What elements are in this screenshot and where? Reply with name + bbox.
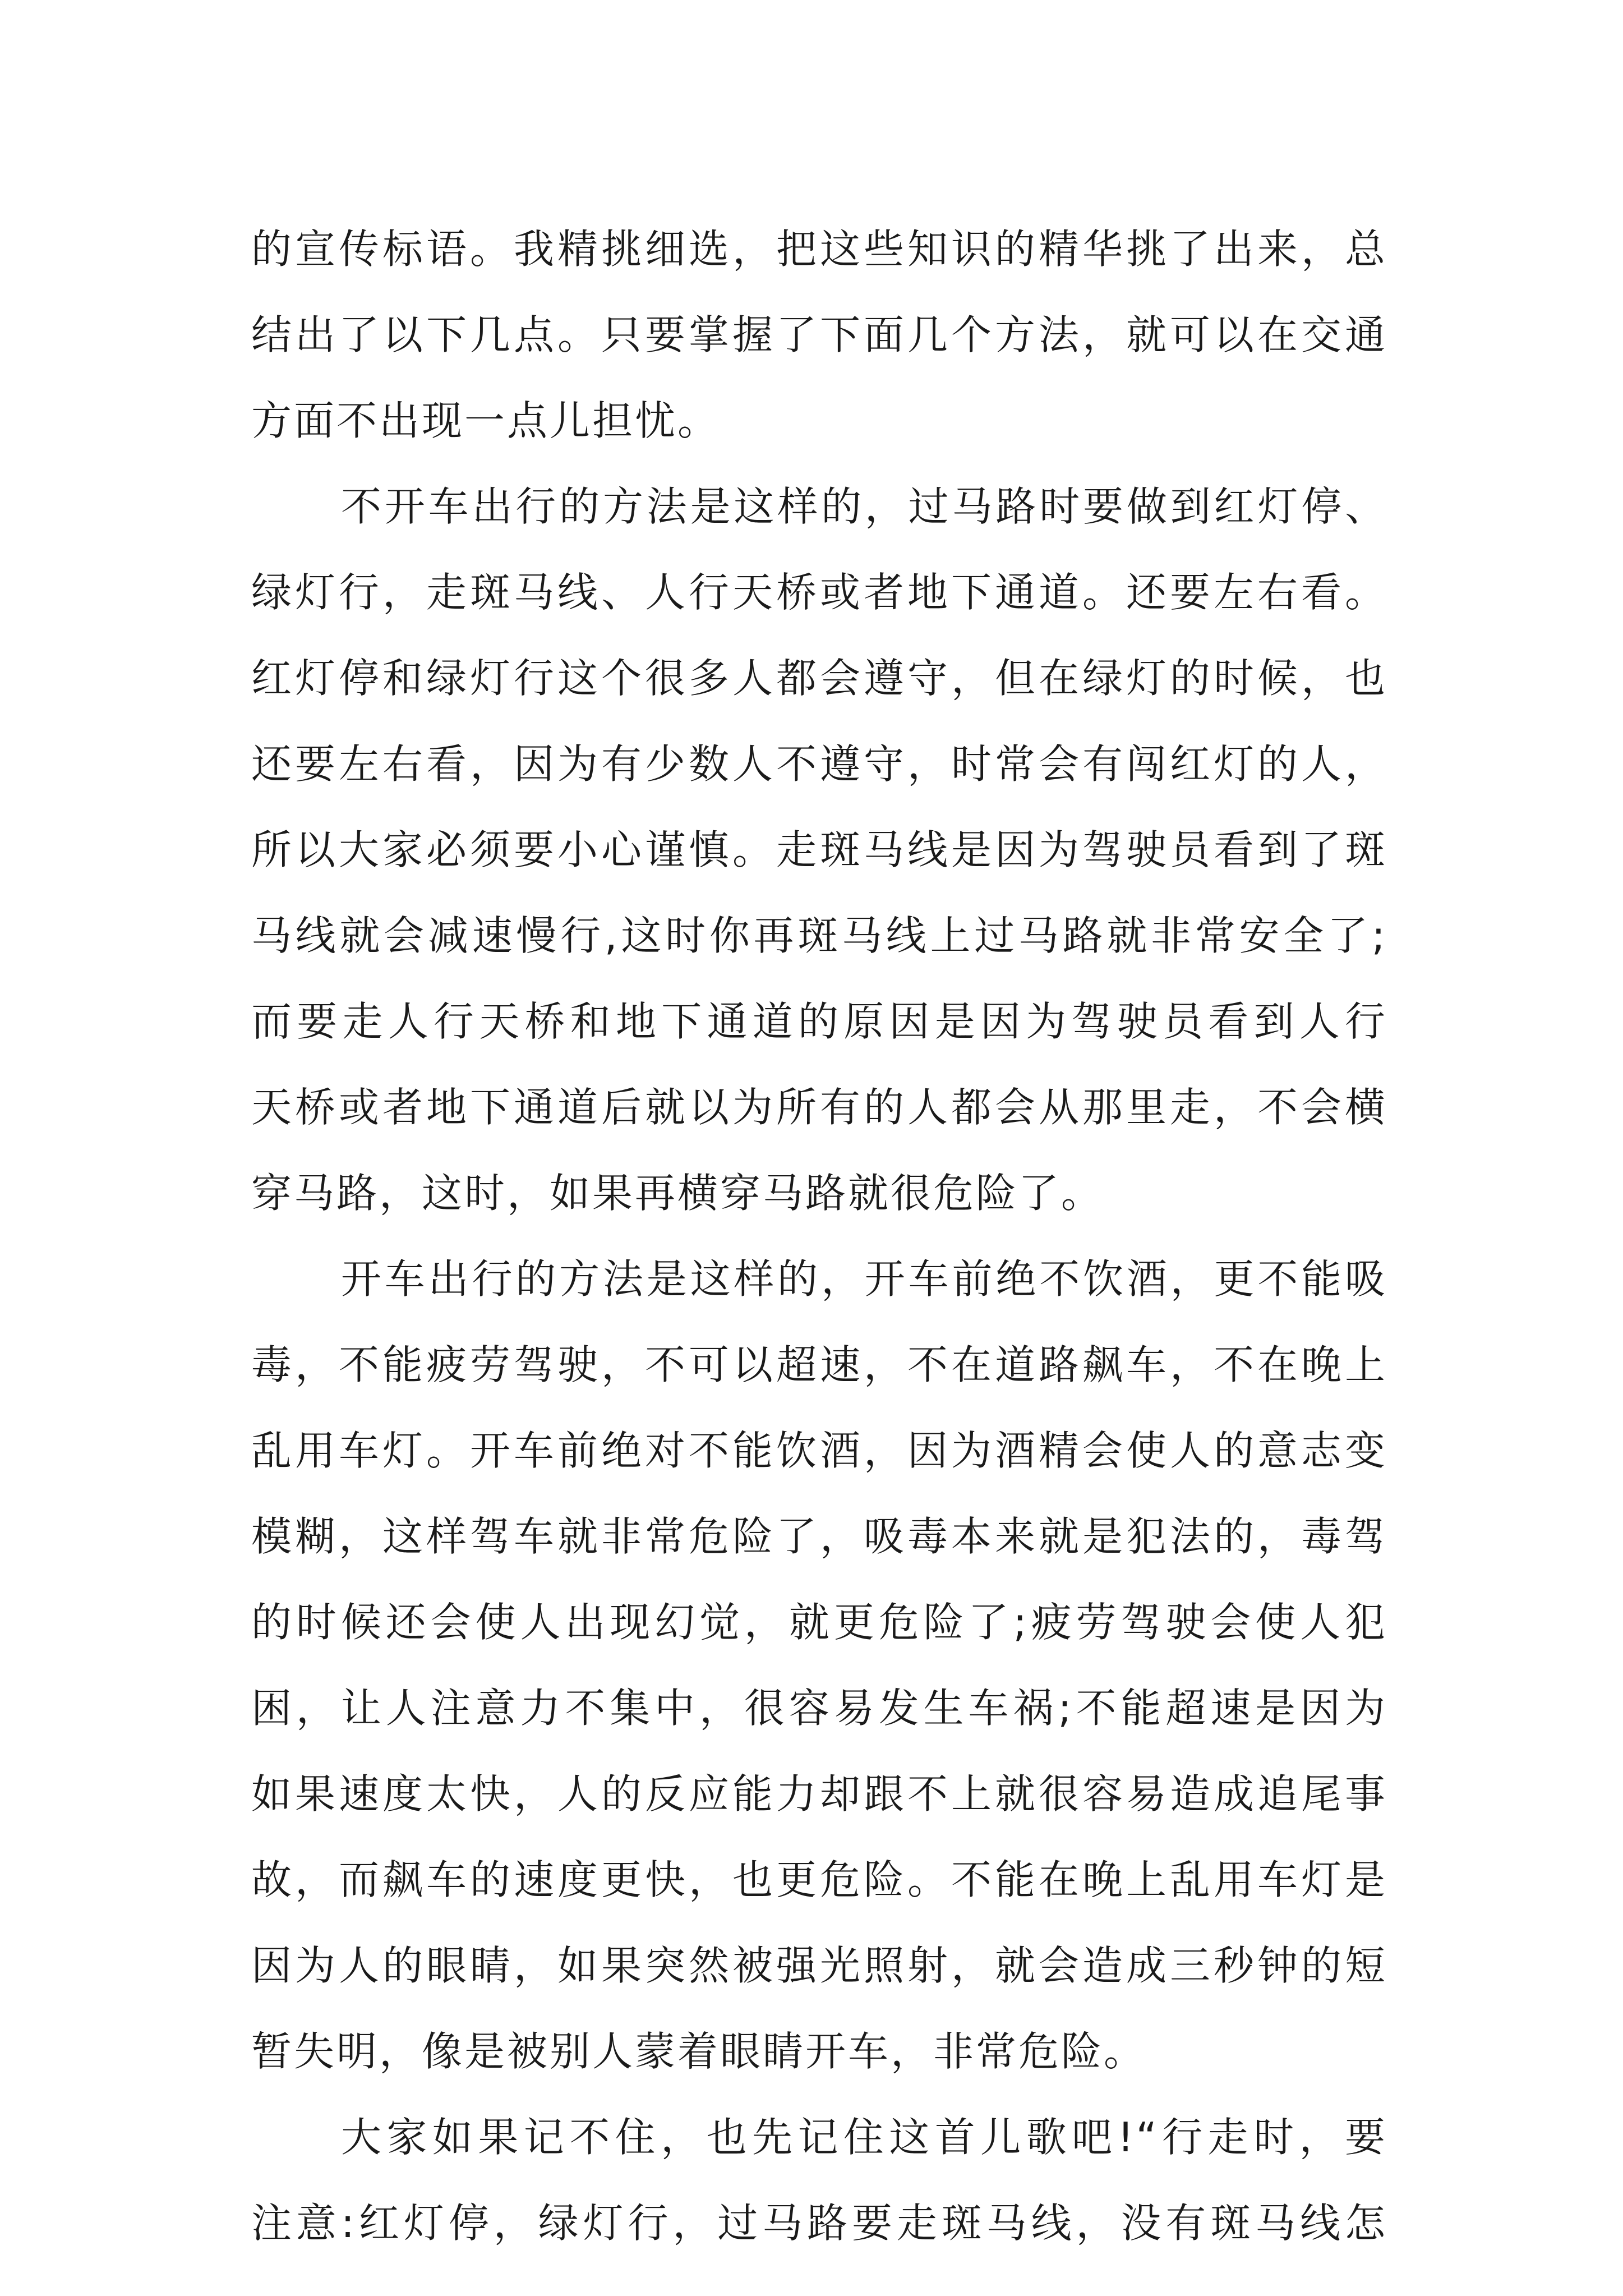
text-line: 结出了以下几点。只要掌握了下面几个方法，就可以在交通 <box>251 311 1387 358</box>
text-line: 天桥或者地下通道后就以为所有的人都会从那里走，不会横 <box>251 1084 1387 1131</box>
text-line: 的宣传标语。我精挑细选，把这些知识的精华挑了出来，总 <box>251 226 1387 273</box>
text-line: 故，而飙车的速度更快，也更危险。不能在晚上乱用车灯是 <box>251 1856 1387 1903</box>
text-line: 马线就会减速慢行,这时你再斑马线上过马路就非常安全了; <box>251 912 1387 959</box>
text-line: 方面不出现一点儿担忧。 <box>251 397 721 444</box>
text-line: 不开车出行的方法是这样的，过马路时要做到红灯停、 <box>341 483 1387 530</box>
text-line: 因为人的眼睛，如果突然被强光照射，就会造成三秒钟的短 <box>251 1942 1387 1989</box>
text-line: 大家如果记不住，也先记住这首儿歌吧!“行走时，要 <box>341 2114 1387 2161</box>
text-line: 乱用车灯。开车前绝对不能饮酒，因为酒精会使人的意志变 <box>251 1427 1387 1474</box>
text-line: 而要走人行天桥和地下通道的原因是因为驾驶员看到人行 <box>251 998 1387 1045</box>
text-line: 如果速度太快，人的反应能力却跟不上就很容易造成追尾事 <box>251 1770 1387 1818</box>
paragraph-4 <box>251 2095 1387 2266</box>
paragraph-3 <box>251 1236 1387 2095</box>
paragraph-2 <box>251 464 1387 1236</box>
text-line: 毒，不能疲劳驾驶，不可以超速，不在道路飙车，不在晚上 <box>251 1341 1387 1388</box>
text-line: 穿马路，这时，如果再横穿马路就很危险了。 <box>251 1170 1104 1217</box>
text-line: 困，让人注意力不集中，很容易发生车祸;不能超速是因为 <box>251 1685 1387 1732</box>
paragraph-1 <box>251 206 1387 464</box>
text-line: 模糊，这样驾车就非常危险了，吸毒本来就是犯法的，毒驾 <box>251 1513 1387 1560</box>
text-line: 绿灯行，走斑马线、人行天桥或者地下通道。还要左右看。 <box>251 569 1387 616</box>
document-body <box>251 206 1387 2266</box>
text-line: 的时候还会使人出现幻觉，就更危险了;疲劳驾驶会使人犯 <box>251 1599 1387 1646</box>
text-line: 开车出行的方法是这样的，开车前绝不饮酒，更不能吸 <box>341 1255 1387 1303</box>
text-line: 红灯停和绿灯行这个很多人都会遵守，但在绿灯的时候，也 <box>251 655 1387 702</box>
text-line: 还要左右看，因为有少数人不遵守，时常会有闯红灯的人， <box>251 740 1387 788</box>
text-line: 注意:红灯停，绿灯行，过马路要走斑马线，没有斑马线怎 <box>251 2200 1387 2247</box>
text-line: 暂失明，像是被别人蒙着眼睛开车，非常危险。 <box>251 2028 1147 2075</box>
text-line: 所以大家必须要小心谨慎。走斑马线是因为驾驶员看到了斑 <box>251 826 1387 873</box>
